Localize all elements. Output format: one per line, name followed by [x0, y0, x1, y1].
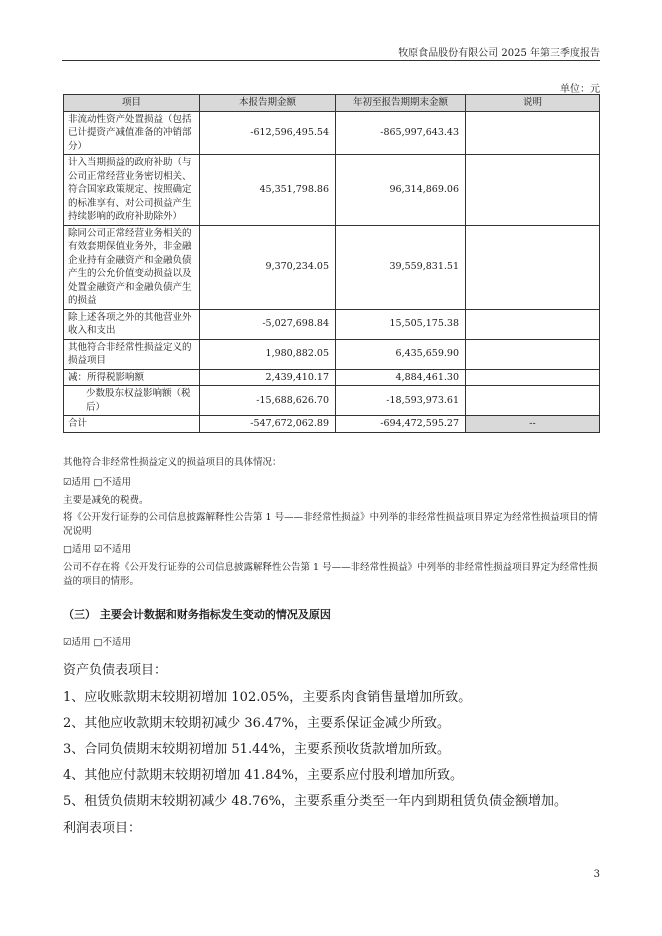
- row-note: [466, 386, 600, 416]
- balance-sheet-title: 资产负债表项目：: [63, 663, 168, 678]
- row-note: [466, 225, 600, 309]
- applicable-checkbox-1: ☑适用 □不适用: [63, 477, 132, 488]
- main-reason-text: 主要是减免的税费。: [63, 495, 149, 506]
- row-current: -5,027,698.84: [200, 309, 336, 339]
- row-ytd: -18,593,973.61: [336, 386, 466, 416]
- row-current: -547,672,062.89: [200, 416, 336, 433]
- row-item: 除上述各项之外的其他营业外收入和支出: [64, 309, 200, 339]
- row-note: [466, 339, 600, 369]
- col-header-ytd: 年初至报告期期末金额: [336, 95, 466, 112]
- row-note: [466, 155, 600, 226]
- row-item: 合计: [64, 416, 200, 433]
- row-note: [466, 111, 600, 155]
- col-header-note: 说明: [466, 95, 600, 112]
- applicable-checkbox-2: □适用 ☑不适用: [63, 544, 132, 555]
- table-row: [64, 339, 600, 369]
- table-row: [64, 369, 600, 386]
- table-row: [64, 225, 600, 309]
- listing-description: 将《公开发行证券的公司信息披露解释性公告第 1 号——非经常性损益》中列举的非经常性损益项目界定为经常性损益项目的情况说明: [63, 512, 598, 537]
- table-row: [64, 309, 600, 339]
- row-ytd: 6,435,659.90: [336, 339, 466, 369]
- row-current: 1,980,882.05: [200, 339, 336, 369]
- row-current: 45,351,798.86: [200, 155, 336, 226]
- row-item: 减：所得税影响额: [64, 369, 200, 386]
- table-row: [64, 155, 600, 226]
- row-ytd: -865,997,643.43: [336, 111, 466, 155]
- section-title: （三） 主要会计数据和财务指标发生变动的情况及原因: [63, 608, 331, 621]
- table-header-row: [64, 95, 600, 112]
- row-item: 其他符合非经常性损益定义的损益项目: [64, 339, 200, 369]
- row-ytd: 39,559,831.51: [336, 225, 466, 309]
- list-item: 3、合同负债期末较期初增加 51.44%，主要系预收货款增加所致。: [63, 742, 450, 757]
- row-ytd: -694,472,595.27: [336, 416, 466, 433]
- page-number: 3: [593, 869, 600, 880]
- table-total-row: [64, 416, 600, 433]
- col-header-item: 项目: [64, 95, 200, 112]
- col-header-current: 本报告期金额: [200, 95, 336, 112]
- unit-label: 单位：元: [560, 84, 600, 95]
- list-item: 2、其他应收款期末较期初减少 36.47%，主要系保证金减少所致。: [63, 716, 450, 731]
- row-current: -612,596,495.54: [200, 111, 336, 155]
- income-statement-title: 利润表项目：: [63, 821, 142, 836]
- header-divider: [62, 60, 600, 61]
- other-items-description: 其他符合非经常性损益定义的损益项目的具体情况：: [63, 457, 282, 468]
- row-item: 非流动性资产处置损益（包括已计提资产减值准备的冲销部分）: [64, 111, 200, 155]
- row-item: 除同公司正常经营业务相关的有效套期保值业务外，非金融企业持有金融资产和金融负债产生的公允价值变动损益以及处置金融资产和金融负债产生的损益: [64, 225, 200, 309]
- applicable-checkbox-3: ☑适用 □不适用: [63, 637, 132, 648]
- no-case-text: 公司不存在将《公开发行证券的公司信息披露解释性公告第 1 号——非经常性损益》中列举的非经常性损益项目界定为经常性损益的项目的情形。: [63, 562, 598, 587]
- row-current: 9,370,234.05: [200, 225, 336, 309]
- list-item: 4、其他应付款期末较期初增加 41.84%，主要系应付股利增加所致。: [63, 768, 463, 783]
- non-recurring-gains-table: [63, 94, 600, 433]
- row-current: -15,688,626.70: [200, 386, 336, 416]
- table-row: [64, 386, 600, 416]
- list-item: 1、应收账款期末较期初增加 102.05%，主要系肉食销售量增加所致。: [63, 690, 472, 705]
- row-item: 少数股东权益影响额（税后）: [64, 386, 200, 416]
- row-item: 计入当期损益的政府补助（与公司正常经营业务密切相关、符合国家政策规定、按照确定的标准享有、对公司损益产生持续影响的政府补助除外）: [64, 155, 200, 226]
- row-ytd: 96,314,869.06: [336, 155, 466, 226]
- list-item: 5、租赁负债期末较期初减少 48.76%，主要系重分类至一年内到期租赁负债金额增加。: [63, 794, 567, 809]
- table-row: [64, 111, 600, 155]
- row-ytd: 15,505,175.38: [336, 309, 466, 339]
- row-current: 2,439,410.17: [200, 369, 336, 386]
- report-header: 牧原食品股份有限公司 2025 年第三季度报告: [398, 48, 600, 59]
- row-ytd: 4,884,461.30: [336, 369, 466, 386]
- row-note: --: [466, 416, 600, 433]
- row-note: [466, 309, 600, 339]
- row-note: [466, 369, 600, 386]
